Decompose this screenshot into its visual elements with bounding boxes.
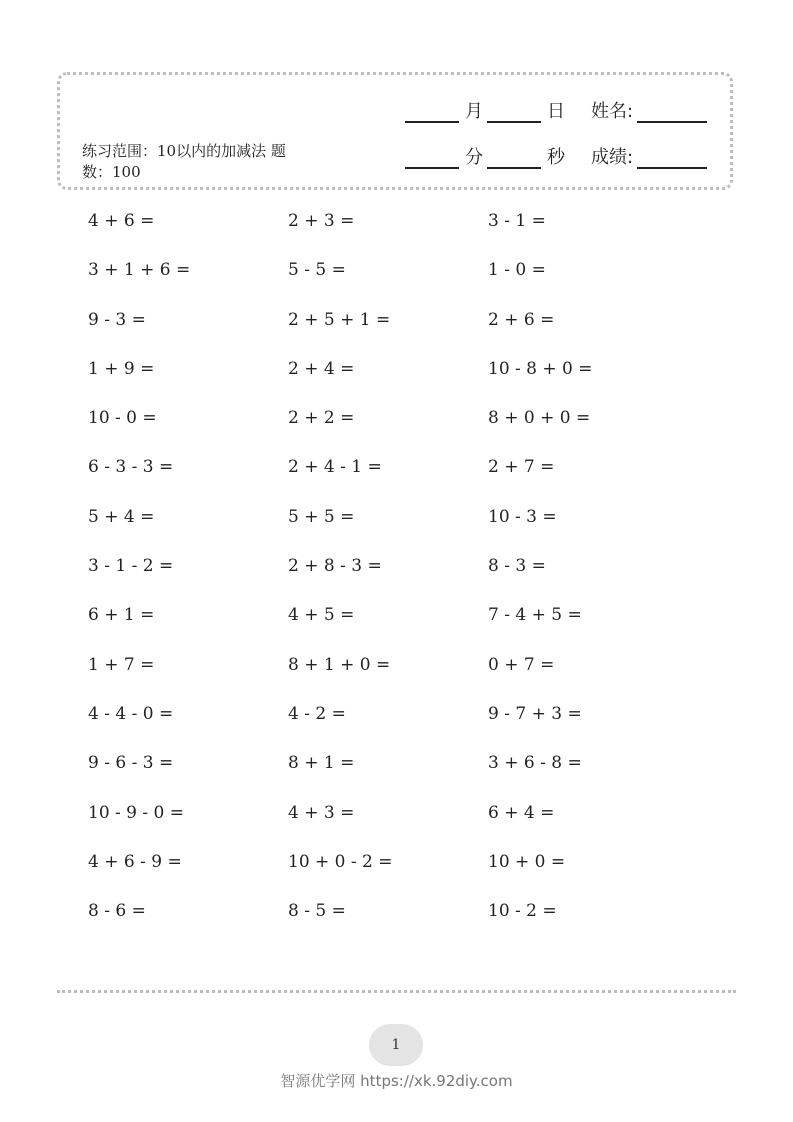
problem-item: 3 + 6 - 8 = <box>488 753 582 774</box>
worksheet-header <box>57 72 733 190</box>
problem-item: 1 + 9 = <box>88 358 155 379</box>
problem-item: 4 + 5 = <box>288 605 355 626</box>
problem-row <box>88 850 688 899</box>
minute-label: 分 <box>465 147 483 168</box>
problem-item: 8 + 0 + 0 = <box>488 408 591 429</box>
problem-row <box>88 899 688 948</box>
name-label: 姓名: <box>591 101 634 122</box>
problem-item: 2 + 8 - 3 = <box>288 556 382 577</box>
problem-item: 9 - 7 + 3 = <box>488 703 582 724</box>
problem-item: 6 + 4 = <box>488 802 555 823</box>
problem-row <box>88 554 688 603</box>
day-label: 日 <box>547 101 565 122</box>
problem-item: 2 + 4 - 1 = <box>288 457 382 478</box>
name-blank[interactable] <box>637 101 707 123</box>
problem-item: 4 + 6 = <box>88 211 155 231</box>
second-blank[interactable] <box>487 147 541 169</box>
problem-row <box>88 653 688 702</box>
page-divider <box>57 990 736 993</box>
practice-range: 练习范围：10以内的加减法 题数：100 <box>82 142 286 181</box>
problem-item: 4 - 4 - 0 = <box>88 703 174 724</box>
score-label: 成绩: <box>591 147 634 168</box>
problem-item: 10 - 3 = <box>488 506 557 527</box>
problem-item: 2 + 4 = <box>288 358 355 379</box>
page-number: 1 <box>369 1024 423 1066</box>
problem-row <box>88 357 688 406</box>
problem-item: 5 + 4 = <box>88 506 155 527</box>
problem-item: 6 + 1 = <box>88 605 155 626</box>
problem-item: 7 - 4 + 5 = <box>488 605 582 626</box>
problem-item: 2 + 5 + 1 = <box>288 309 391 330</box>
problem-item: 9 - 3 = <box>88 309 146 330</box>
month-label: 月 <box>465 101 483 122</box>
problem-row <box>88 505 688 554</box>
problem-item: 8 + 1 = <box>288 753 355 774</box>
date-name-row <box>405 101 707 123</box>
problem-item: 2 + 3 = <box>288 211 355 231</box>
footer-watermark: 智源优学网 https://xk.92diy.com <box>280 1072 513 1090</box>
problem-row <box>88 702 688 751</box>
problem-item: 4 + 6 - 9 = <box>88 851 182 872</box>
problem-item: 3 + 1 + 6 = <box>88 260 191 281</box>
problem-item: 1 + 7 = <box>88 654 155 675</box>
problem-item: 1 - 0 = <box>488 260 546 281</box>
problem-grid <box>88 209 688 948</box>
problem-item: 6 - 3 - 3 = <box>88 457 174 478</box>
problem-row <box>88 209 688 258</box>
second-label: 秒 <box>547 147 565 168</box>
problem-row <box>88 258 688 307</box>
problem-row <box>88 406 688 455</box>
day-blank[interactable] <box>487 101 541 123</box>
problem-row <box>88 801 688 850</box>
problem-item: 0 + 7 = <box>488 654 555 675</box>
problem-item: 9 - 6 - 3 = <box>88 753 174 774</box>
problem-item: 8 - 6 = <box>88 901 146 922</box>
problem-row <box>88 603 688 652</box>
month-blank[interactable] <box>405 101 459 123</box>
problem-item: 5 - 5 = <box>288 260 346 281</box>
time-score-row <box>405 147 707 169</box>
minute-blank[interactable] <box>405 147 459 169</box>
score-blank[interactable] <box>637 147 707 169</box>
problem-item: 10 + 0 = <box>488 851 566 872</box>
problem-item: 8 - 5 = <box>288 901 346 922</box>
problem-item: 2 + 2 = <box>288 408 355 429</box>
problem-item: 4 - 2 = <box>288 703 346 724</box>
problem-item: 4 + 3 = <box>288 802 355 823</box>
problem-item: 8 + 1 + 0 = <box>288 654 391 675</box>
problem-item: 10 - 2 = <box>488 901 557 922</box>
problem-item: 8 - 3 = <box>488 556 546 577</box>
problem-item: 3 - 1 = <box>488 211 546 231</box>
problem-item: 3 - 1 - 2 = <box>88 556 174 577</box>
problem-item: 2 + 7 = <box>488 457 555 478</box>
problem-item: 10 - 0 = <box>88 408 157 429</box>
problem-item: 2 + 6 = <box>488 309 555 330</box>
problem-item: 10 - 8 + 0 = <box>488 358 593 379</box>
problem-row <box>88 455 688 504</box>
problem-row <box>88 308 688 357</box>
problem-row <box>88 751 688 800</box>
problem-item: 10 - 9 - 0 = <box>88 802 185 823</box>
problem-item: 10 + 0 - 2 = <box>288 851 393 872</box>
problem-item: 5 + 5 = <box>288 506 355 527</box>
